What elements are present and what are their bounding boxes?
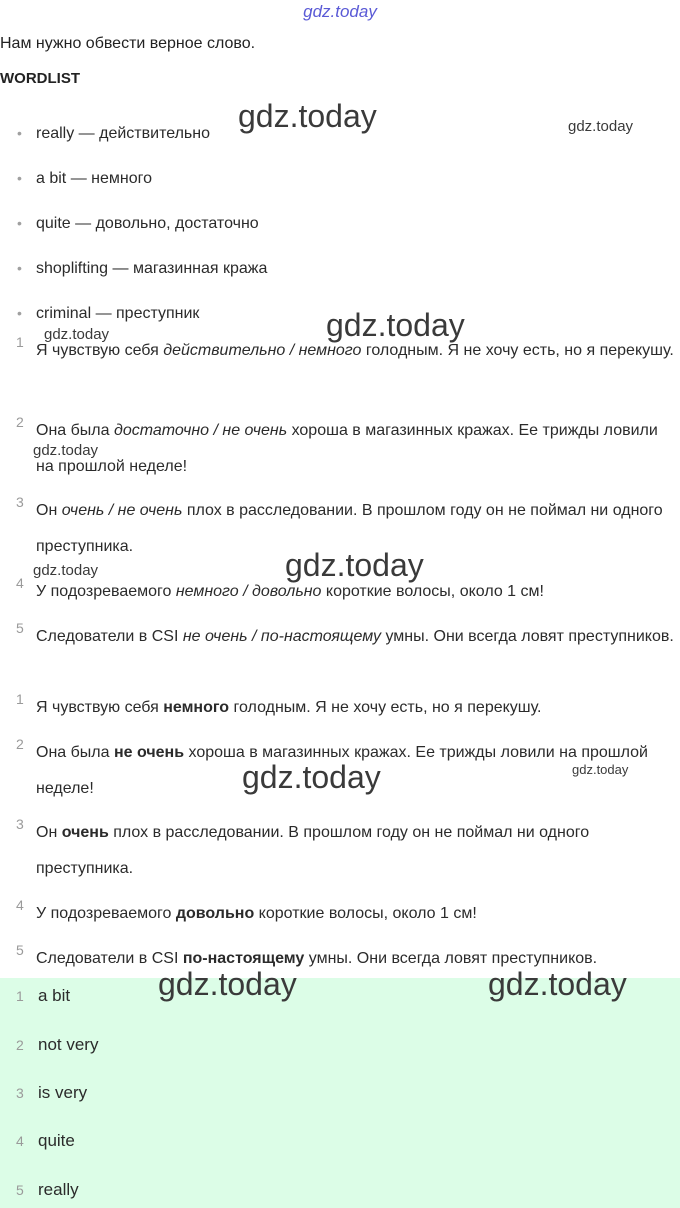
answer-word: очень — [61, 824, 109, 841]
bullet-icon: • — [17, 170, 22, 186]
item-number: 3 — [16, 1085, 24, 1101]
item-number: 1 — [16, 691, 24, 707]
item-number: 4 — [16, 897, 24, 913]
watermark: gdz.today — [158, 966, 297, 1002]
answer-text: Я чувствую себя немного голодным. Я не хочу есть, но я перекушу. — [36, 699, 542, 716]
site-label[interactable]: gdz.today — [303, 2, 377, 21]
item-number: 4 — [16, 575, 24, 591]
watermark: gdz.today — [242, 759, 381, 795]
task-text: Я чувствую себя действительно / немного голодным. Я не хочу есть, но я перекушу. — [36, 342, 674, 359]
task-text: У подозреваемого немного / довольно короткие волосы, около 1 см! — [36, 583, 544, 600]
item-number: 4 — [16, 1133, 24, 1149]
item-number: 5 — [16, 620, 24, 636]
item-number: 2 — [16, 414, 24, 430]
wordlist-item-text: really — действительно — [36, 125, 210, 142]
watermark: gdz.today — [326, 307, 465, 343]
watermark: gdz.today — [44, 326, 110, 343]
answer-en-text: is very — [38, 1083, 88, 1102]
watermark: gdz.today — [488, 966, 627, 1002]
wordlist-title: WORDLIST — [0, 70, 80, 87]
answer-text: У подозреваемого довольно короткие волосы, около 1 см! — [36, 905, 477, 922]
bullet-icon: • — [17, 215, 22, 231]
item-number: 5 — [16, 1182, 24, 1198]
item-number: 1 — [16, 334, 24, 350]
options: достаточно / не очень — [113, 422, 288, 439]
wordlist-item-text: criminal — преступник — [36, 305, 200, 322]
task-text: Следователи в CSI не очень / по-настоящему умны. Они всегда ловят преступников. — [36, 628, 674, 645]
watermark: gdz.today — [568, 118, 634, 135]
task-text: Она была достаточно / не очень хороша в магазинных кражах. Ее трижды ловили на прошлой неделе! — [36, 422, 658, 475]
watermark: gdz.today — [238, 98, 377, 134]
item-number: 2 — [16, 736, 24, 752]
item-number: 3 — [16, 494, 24, 510]
wordlist-item-text: a bit — немного — [36, 170, 152, 187]
answer-word: довольно — [175, 905, 255, 922]
options: не очень / по-настоящему — [182, 628, 382, 645]
answer-en-text: quite — [38, 1131, 75, 1150]
watermark: gdz.today — [572, 762, 629, 777]
answer-word: немного — [163, 699, 230, 716]
answer-word: по-настоящему — [182, 950, 305, 967]
answer-en-text: not very — [38, 1035, 99, 1054]
intro-text: Нам нужно обвести верное слово. — [0, 35, 256, 52]
options: немного / довольно — [175, 583, 322, 600]
answers-panel — [0, 978, 680, 1208]
bullet-icon: • — [17, 125, 22, 141]
wordlist-item-text: shoplifting — магазинная кража — [36, 260, 268, 277]
item-number: 5 — [16, 942, 24, 958]
watermark: gdz.today — [33, 442, 99, 459]
bullet-icon: • — [17, 260, 22, 276]
answer-text: Следователи в CSI по-настоящему умны. Они всегда ловят преступников. — [36, 950, 598, 967]
answer-text: Она была не очень хороша в магазинных кражах. Ее трижды ловили на прошлой неделе! — [36, 744, 648, 797]
answer-word: не очень — [113, 744, 185, 761]
options: очень / не очень — [61, 502, 183, 519]
item-number: 2 — [16, 1037, 24, 1053]
task-text: Он очень / не очень плох в расследовании. В прошлом году он не поймал ни одного преступника. — [36, 502, 663, 555]
answer-en-text: really — [38, 1180, 79, 1199]
bullet-icon: • — [17, 305, 22, 321]
options: действительно / немного — [163, 342, 362, 359]
watermark: gdz.today — [33, 562, 99, 579]
item-number: 1 — [16, 988, 24, 1004]
watermark: gdz.today — [285, 547, 424, 583]
wordlist-item-text: quite — довольно, достаточно — [36, 215, 259, 232]
answer-en-text: a bit — [38, 986, 71, 1005]
answer-text: Он очень плох в расследовании. В прошлом году он не поймал ни одного преступника. — [36, 824, 590, 877]
item-number: 3 — [16, 816, 24, 832]
